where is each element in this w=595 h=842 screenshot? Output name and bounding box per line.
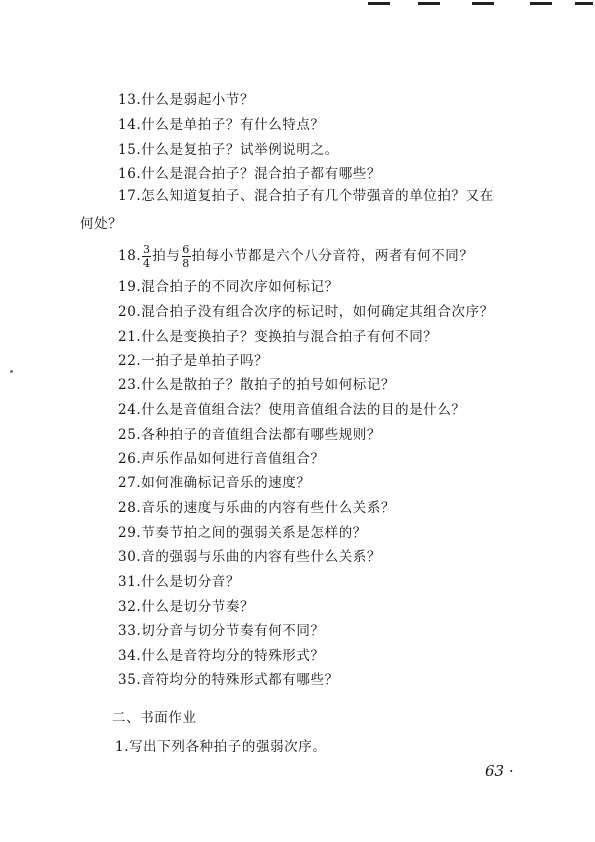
question-35: 35.音符均分的特殊形式都有哪些？	[118, 672, 339, 688]
time-signature-3-4: $\frac{3}{4}$	[142, 243, 151, 270]
question-23: 23.什么是散拍子？散拍子的拍号如何标记？	[118, 377, 396, 393]
question-28: 28.音乐的速度与乐曲的内容有些什么关系？	[118, 500, 396, 516]
section-title-written-homework: 二、书面作业	[112, 710, 197, 726]
question-18: 18. $\frac{3}{4}$ 拍与 $\frac{6}{8}$ 拍每小节都是六个八分音符，两者有何不同？	[118, 243, 474, 270]
question-21: 21.什么是变换拍子？变换拍与混合拍子有何不同？	[118, 329, 438, 345]
question-17-continuation: 何处？	[80, 216, 123, 232]
question-22: 22.一拍子是单拍子吗？	[118, 353, 269, 369]
question-13: 13.什么是弱起小节？	[118, 92, 255, 108]
question-16: 16.什么是混合拍子？混合拍子都有哪些？	[118, 166, 381, 182]
page-number: 63 ·	[485, 762, 514, 780]
scan-speck	[10, 370, 13, 373]
question-26: 26.声乐作品如何进行音值组合？	[118, 451, 325, 467]
question-19: 19.混合拍子的不同次序如何标记？	[118, 279, 339, 295]
question-29: 29.节奏节拍之间的强弱关系是怎样的？	[118, 525, 367, 541]
question-17: 17.怎么知道复拍子、混合拍子有几个带强音的单位拍？又在 何处？	[118, 182, 538, 238]
homework-task-1: 1.写出下列各种拍子的强弱次序。	[115, 739, 327, 755]
time-signature-6-8: $\frac{6}{8}$	[182, 243, 190, 270]
scan-edge-marks	[360, 0, 595, 8]
question-20: 20.混合拍子没有组合次序的标记时，如何确定其组合次序？	[118, 304, 494, 320]
question-15: 15.什么是复拍子？试举例说明之。	[118, 142, 339, 158]
question-27: 27.如何准确标记音乐的速度？	[118, 475, 311, 491]
question-31: 31.什么是切分音？	[118, 574, 240, 590]
question-33: 33.切分音与切分节奏有何不同？	[118, 623, 325, 639]
question-24: 24.什么是音值组合法？使用音值组合法的目的是什么？	[118, 402, 466, 418]
question-32: 32.什么是切分节奏？	[118, 599, 255, 615]
question-25: 25.各种拍子的音值组合法都有哪些规则？	[118, 427, 381, 443]
question-14: 14.什么是单拍子？有什么特点？	[118, 117, 325, 133]
question-30: 30.音的强弱与乐曲的内容有些什么关系？	[118, 549, 381, 565]
question-34: 34.什么是音符均分的特殊形式？	[118, 648, 325, 664]
